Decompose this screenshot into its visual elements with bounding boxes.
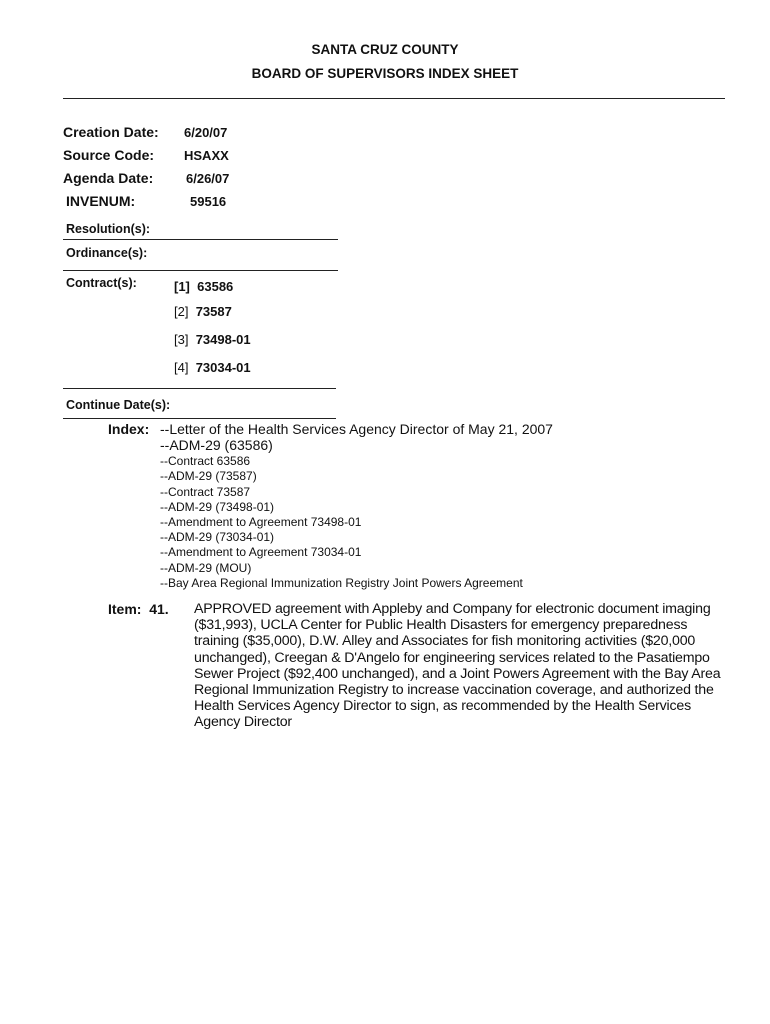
creation-date-value: 6/20/07 <box>184 125 228 140</box>
index-line-4: --ADM-29 (73587) <box>160 469 257 483</box>
index-line-3: --Contract 63586 <box>160 454 251 468</box>
header-divider <box>63 98 725 99</box>
index-line-11: --Bay Area Regional Immunization Registry Joint Powers Agreement <box>160 576 523 590</box>
header-title-line1: SANTA CRUZ COUNTY <box>311 42 459 57</box>
index-label: Index: <box>108 421 150 437</box>
header-title-line2: BOARD OF SUPERVISORS INDEX SHEET <box>251 66 519 81</box>
index-line-9: --Amendment to Agreement 73034-01 <box>160 545 362 559</box>
agenda-date-value: 6/26/07 <box>186 171 230 186</box>
ordinances-divider <box>63 270 338 271</box>
contract-index: [3] <box>174 332 189 347</box>
contracts-divider <box>63 388 336 389</box>
agenda-date-label: Agenda Date: <box>63 170 154 186</box>
index-line-6: --ADM-29 (73498-01) <box>160 500 275 514</box>
invenum-label: INVENUM: <box>66 193 136 209</box>
index-line-7: --Amendment to Agreement 73498-01 <box>160 515 362 529</box>
ordinances-label: Ordinance(s): <box>66 246 148 260</box>
continue-dates-divider <box>63 418 336 419</box>
resolutions-label: Resolution(s): <box>66 222 151 236</box>
contract-number: 73587 <box>195 304 232 319</box>
contract-index: [1] <box>174 279 190 294</box>
item-description: APPROVED agreement with Appleby and Company for electronic document imaging ($31,993), UCLA Center for Public Health Disasters for emergency preparedness training ($35,000), D.W. Alley and Associates for fish monitoring activities ($20,000 unchanged), Creegan & D'Angelo for engineering services related to the Pasatiempo Sewer Project ($92,400 unchanged), and a Joint Powers Agreement with the Bay Area Regional Immunization Registry to increase vaccination coverage, and authorized the Health Services Agency Director to sign, as recommended by the Health Services Agency Director <box>194 601 721 731</box>
creation-date-label: Creation Date: <box>63 124 159 140</box>
index-line-1: --Letter of the Health Services Agency Director of May 21, 2007 <box>160 421 553 437</box>
item-label: Item: 41. <box>108 601 169 617</box>
contract-entry-4 <box>174 360 251 375</box>
contracts-label: Contract(s): <box>66 276 137 290</box>
source-code-label: Source Code: <box>63 147 155 163</box>
contract-number: 73034-01 <box>195 360 251 375</box>
contract-index: [4] <box>174 360 189 375</box>
invenum-value: 59516 <box>190 194 227 209</box>
contract-entry-3 <box>174 332 251 347</box>
index-line-2: --ADM-29 (63586) <box>160 437 273 453</box>
contract-entry-1 <box>174 279 233 294</box>
index-line-10: --ADM-29 (MOU) <box>160 561 252 575</box>
contract-number: 63586 <box>197 279 234 294</box>
index-line-5: --Contract 73587 <box>160 485 251 499</box>
index-line-8: --ADM-29 (73034-01) <box>160 530 275 544</box>
contract-entry-2 <box>174 304 232 319</box>
contract-index: [2] <box>174 304 189 319</box>
source-code-value: HSAXX <box>184 148 229 163</box>
resolutions-divider <box>63 239 338 240</box>
continue-dates-label: Continue Date(s): <box>66 398 171 412</box>
contract-number: 73498-01 <box>195 332 251 347</box>
